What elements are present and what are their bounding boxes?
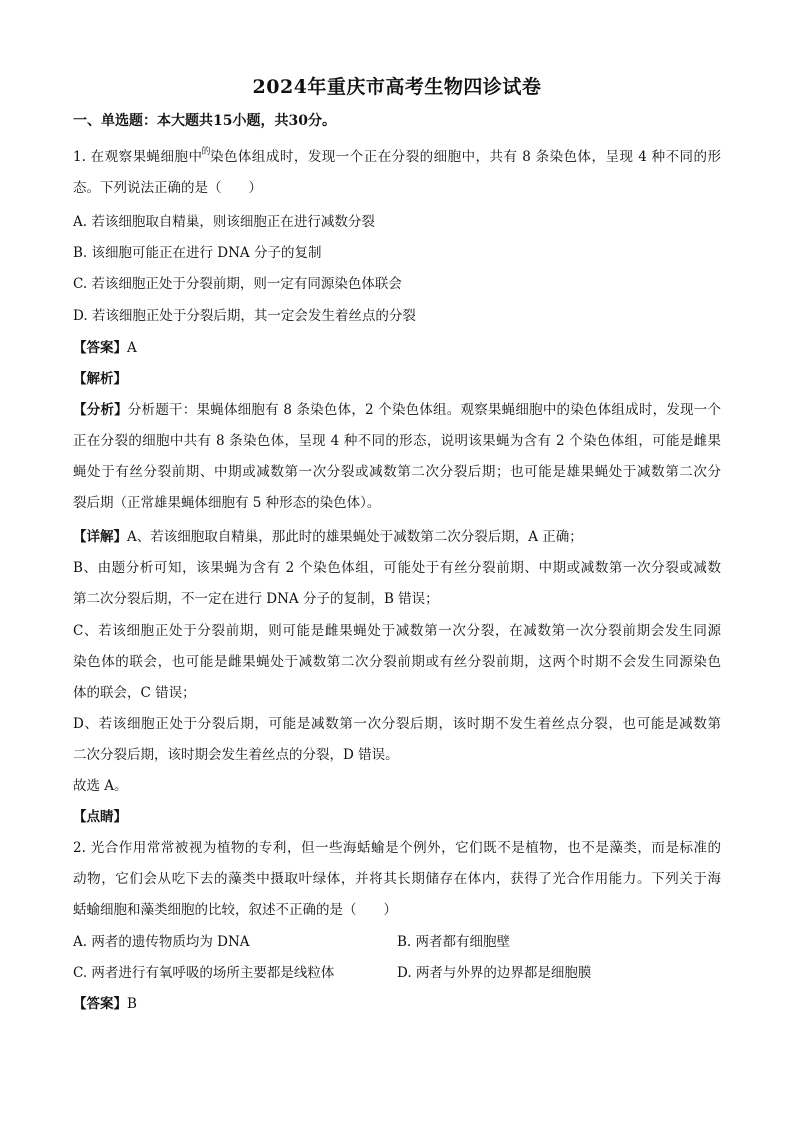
q1-xiangjie-c-1: C、若该细胞正处于分裂前期，则可能是雌果蝇处于减数第一次分裂，在减数第一次分裂前期会发生同源	[73, 623, 721, 639]
q2-option-b: B. 两者都有细胞壁	[397, 934, 511, 950]
q1-fenxi-line-4: 裂后期（正常雄果蝇体细胞有 5 种形态的染色体）。	[73, 495, 381, 511]
section-heading: 一、单选题：本大题共15小题，共30分。	[73, 113, 336, 129]
q1-fenxi-line-2: 正在分裂的细胞中共有 8 条染色体，呈现 4 种不同的形态，说明该果蝇为含有 2 个染色体组，可能是雌果	[73, 433, 721, 449]
q1-xiangjie-d-1: D、若该细胞正处于分裂后期，可能是减数第一次分裂后期，该时期不发生着丝点分裂，也可能是减数第	[73, 716, 721, 732]
answer-value: B	[127, 996, 137, 1012]
q1-stem-mark: 的	[201, 147, 211, 157]
page-title: 2024年重庆市高考生物四诊试卷	[252, 76, 542, 98]
fenxi-text-1: 分析题干：果蝇体细胞有 8 条染色体，2 个染色体组。观察果蝇细胞中的染色体组成时，发现一个	[127, 402, 721, 418]
q1-stem-part-a: 1. 在观察果蝇细胞中	[73, 149, 203, 165]
answer-value: A	[127, 340, 137, 356]
answer-tag: 【答案】	[73, 996, 127, 1012]
q1-fenxi-line-3: 蝇处于有丝分裂前期、中期或减数第一次分裂或减数第二次分裂后期；也可能是雄果蝇处于减数第二次分	[73, 464, 721, 480]
q1-stem-line-2: 态。下列说法正确的是（ ）	[73, 180, 262, 196]
q2-answer	[73, 994, 137, 1014]
q2-stem-line-2: 动物，它们会从吃下去的藻类中摄取叶绿体，并将其长期储存在体内，获得了光合作用能力。下列关于海	[73, 871, 721, 887]
q1-xiangjie-d-2: 二次分裂后期，该时期会发生着丝点的分裂，D 错误。	[73, 747, 399, 763]
q1-xiangjie-c-2: 染色体的联会，也可能是雌果蝇处于减数第二次分裂前期或有丝分裂前期，这两个时期不会发生同源染色	[73, 654, 721, 670]
q1-jiexi-tag: 【解析】	[73, 371, 127, 387]
xiangjie-tag: 【详解】	[73, 529, 127, 545]
q1-option-d: D. 若该细胞正处于分裂后期，其一定会发生着丝点的分裂	[73, 308, 416, 324]
q1-option-c: C. 若该细胞正处于分裂前期，则一定有同源染色体联会	[73, 276, 402, 292]
q1-dianjing-tag: 【点睛】	[73, 809, 127, 825]
q1-conclusion: 故选 A。	[73, 778, 128, 794]
q2-stem-line-3: 蛞蝓细胞和藻类细胞的比较，叙述不正确的是（ ）	[73, 902, 397, 918]
q2-option-a: A. 两者的遗传物质均为 DNA	[73, 934, 250, 950]
q2-option-d: D. 两者与外界的边界都是细胞膜	[397, 965, 592, 981]
q1-xiangjie-b-1: B、由题分析可知，该果蝇为含有 2 个染色体组，可能处于有丝分裂前期、中期或减数第一次分裂或减数	[73, 560, 721, 576]
xiangjie-a-text: A、若该细胞取自精巢，那此时的雄果蝇处于减数第二次分裂后期，A 正确；	[127, 529, 583, 545]
q1-fenxi-line-1	[73, 400, 721, 420]
q2-stem-line-1: 2. 光合作用常常被视为植物的专利，但一些海蛞蝓是个例外，它们既不是植物，也不是藻类，而是标准的	[73, 840, 721, 856]
q1-xiangjie-b-2: 第二次分裂后期，不一定在进行 DNA 分子的复制，B 错误；	[73, 591, 439, 607]
q1-stem-line-1	[73, 147, 721, 169]
answer-tag: 【答案】	[73, 340, 127, 356]
q1-xiangjie-c-3: 体的联会，C 错误；	[73, 685, 196, 701]
fenxi-tag: 【分析】	[73, 402, 128, 418]
q1-xiangjie-a	[73, 527, 583, 547]
q1-option-a: A. 若该细胞取自精巢，则该细胞正在进行减数分裂	[73, 214, 375, 230]
q1-option-b: B. 该细胞可能正在进行 DNA 分子的复制	[73, 245, 322, 261]
q2-option-c: C. 两者进行有氧呼吸的场所主要都是线粒体	[73, 965, 335, 981]
q1-answer	[73, 338, 137, 358]
q1-stem-part-b: 染色体组成时，发现一个正在分裂的细胞中，共有 8 条染色体，呈现 4 种不同的形	[209, 149, 721, 165]
